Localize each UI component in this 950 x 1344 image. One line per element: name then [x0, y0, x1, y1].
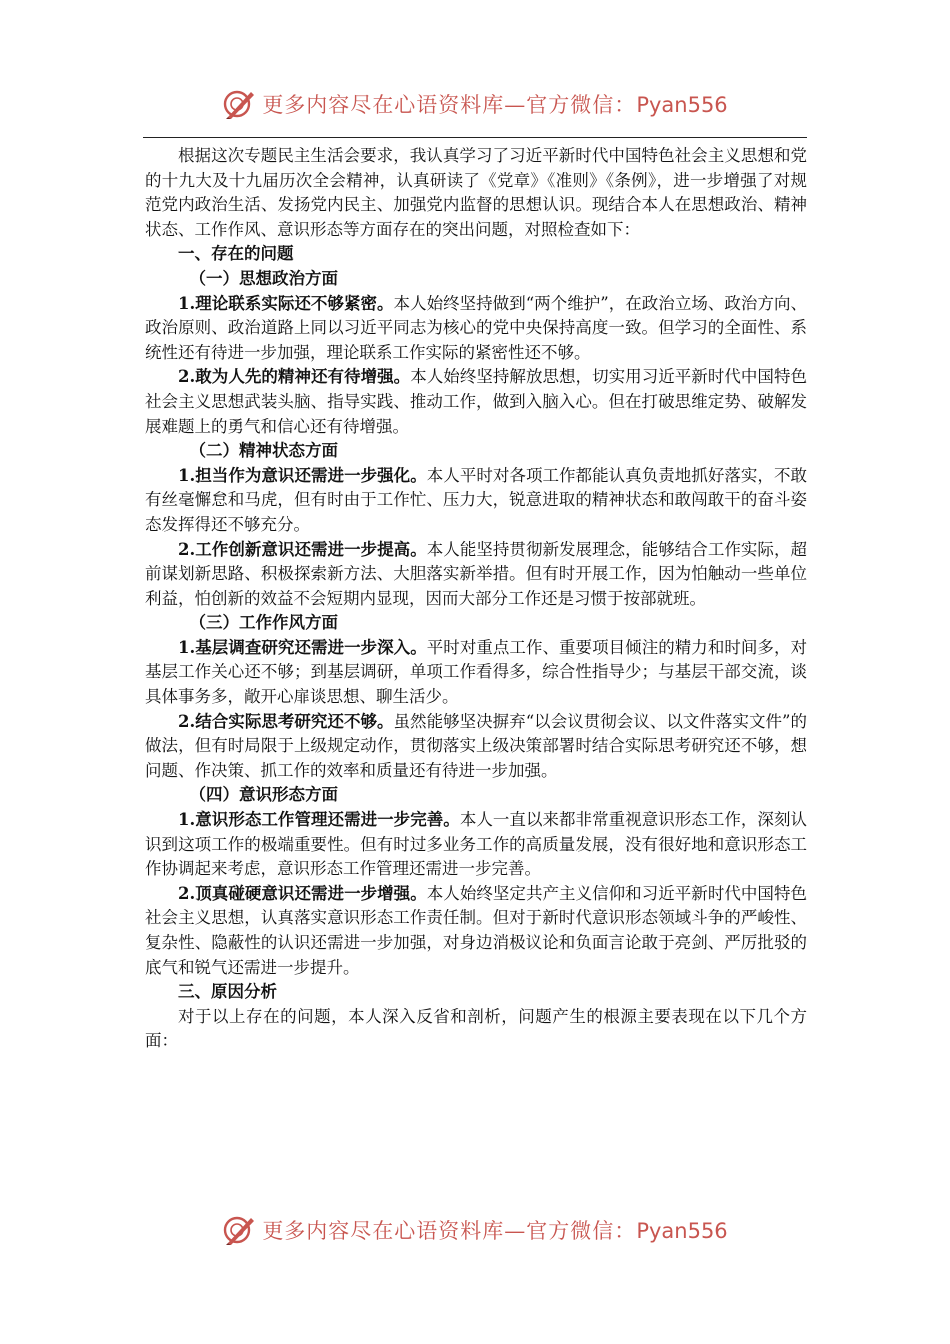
- document-body: [145, 144, 807, 1054]
- paragraph-s2-2: 2.工作创新意识还需进一步提高。本人能坚持贯彻新发展理念，能够结合工作实际，超前谋划新思路、积极探索新方法、大胆落实新举措。但有时开展工作，因为怕触动一些单位利益，怕创新的效益不会短期内显现，因而大部分工作还是习惯于按部就班。: [145, 539, 808, 608]
- subheading-ideology-politics: （一）思想政治方面: [189, 268, 339, 288]
- paragraph-s4-1: 1.意识形态工作管理还需进一步完善。本人一直以来都非常重视意识形态工作，深刻认识到这项工作的极端重要性。但有时过多业务工作的高质量发展，没有很好地和意识形态工作协调起来考虑，意识形态工作管理还需进一步完善。: [145, 810, 807, 879]
- paragraph-s3-2: 2.结合实际思考研究还不够。虽然能够坚决摒弃“以会议贯彻会议、以文件落实文件”的做法，但有时局限于上级规定动作，贯彻落实上级决策部署时结合实际思考研究还不够，想问题、作决策、抓工作的效率和质量还有待进一步加强。: [145, 711, 807, 780]
- intro-paragraph: 根据这次专题民主生活会要求，我认真学习了习近平新时代中国特色社会主义思想和党的十九大及十九届历次全会精神，认真研读了《党章》《准则》《条例》，进一步增强了对规范党内政治生活、发扬党内民主、加强党内监督的思想认识。现结合本人在思想政治、精神状态、工作作风、意识形态等方面存在的突出问题，对照检查如下：: [145, 146, 807, 239]
- banner-text: 更多内容尽在心语资料库—官方微信：Pyan556: [262, 1219, 728, 1243]
- subheading-mental-state: （二）精神状态方面: [189, 441, 339, 461]
- banner-text: 更多内容尽在心语资料库—官方微信：Pyan556: [262, 93, 728, 117]
- paragraph-s1-1: 1.理论联系实际还不够紧密。本人始终坚持做到“两个维护”，在政治立场、政治方向、政治原则、政治道路上同以习近平同志为核心的党中央保持高度一致。但学习的全面性、系统性还有待进一步加强，理论联系工作实际的紧密性还不够。: [145, 293, 807, 362]
- paragraph-s3-1: 1.基层调查研究还需进一步深入。平时对重点工作、重要项目倾注的精力和时间多，对基层工作关心还不够；到基层调研，单项工作看得多，综合性指导少；与基层干部交流，谈具体事务多，敞开心扉谈思想、聊生活少。: [145, 637, 808, 707]
- pen-logo-icon: [222, 1213, 256, 1247]
- header-banner: [0, 84, 950, 124]
- heading-problems: 一、存在的问题: [178, 244, 294, 264]
- header-rule: [143, 137, 807, 138]
- pen-logo-icon: [222, 87, 256, 121]
- subheading-ideology-field: （四）意识形态方面: [189, 785, 339, 805]
- footer-banner: [0, 1210, 950, 1250]
- paragraph-causes: 对于以上存在的问题，本人深入反省和剖析，问题产生的根源主要表现在以下几个方面：: [145, 1006, 807, 1051]
- paragraph-s4-2: 2.顶真碰硬意识还需进一步增强。本人始终坚定共产主义信仰和习近平新时代中国特色社会主义思想，认真落实意识形态工作责任制。但对于新时代意识形态领域斗争的严峻性、复杂性、隐蔽性的认识还需进一步加强，对身边消极议论和负面言论敢于亮剑、严厉批驳的底气和锐气还需进一步提升。: [145, 883, 808, 977]
- heading-causes: 三、原因分析: [178, 982, 277, 1002]
- paragraph-s2-1: 1.担当作为意识还需进一步强化。本人平时对各项工作都能认真负责地抓好落实，不敢有丝毫懈怠和马虎，但有时由于工作忙、压力大，锐意进取的精神状态和敢闯敢干的奋斗姿态发挥得还不够充分。: [145, 465, 808, 534]
- subheading-work-style: （三）工作作风方面: [189, 613, 339, 633]
- paragraph-s1-2: 2.敢为人先的精神还有待增强。本人始终坚持解放思想，切实用习近平新时代中国特色社会主义思想武装头脑、指导实践、推动工作，做到入脑入心。但在打破思维定势、破解发展难题上的勇气和信心还有待增强。: [145, 367, 808, 436]
